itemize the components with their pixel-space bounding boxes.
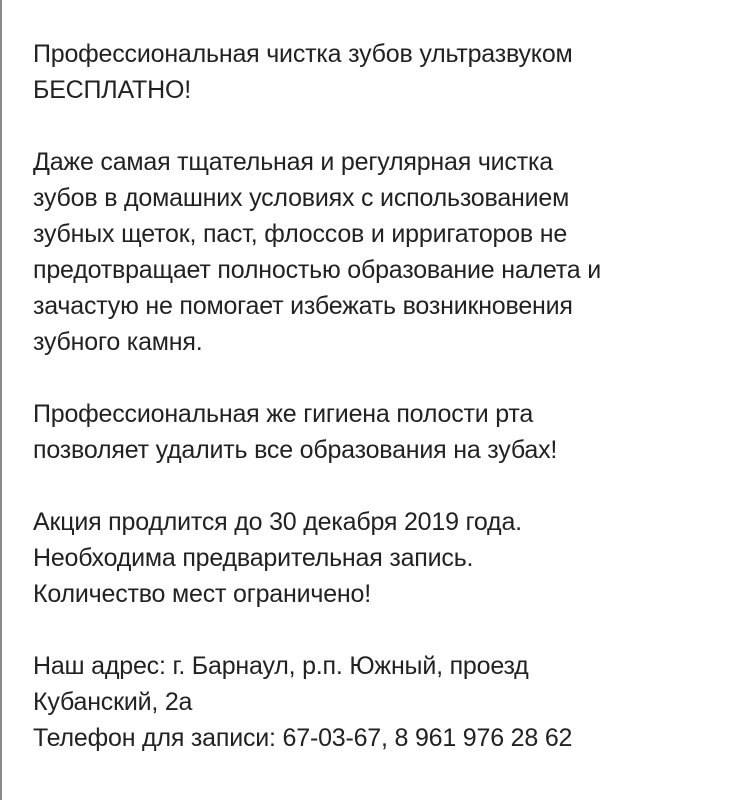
paragraph-line: Даже самая тщательная и регулярная чистка [33,148,553,176]
paragraph-professional-hygiene [33,396,733,468]
paragraph-line: предотвращает полностью образование налета и [33,256,601,284]
paragraph-line: зубных щеток, паст, флоссов и ирригаторов не [33,220,568,248]
paragraph-home-cleaning [33,144,733,360]
paragraph-line: Количество мест ограничено! [33,580,371,608]
paragraph-line: Необходима предварительная запись. [33,544,474,572]
address-line: Наш адрес: г. Барнаул, р.п. Южный, проезд [33,652,529,680]
paragraph-line: зачастую не помогает избежать возникновения [33,292,573,320]
post-text-body [33,36,733,756]
address-line: Кубанский, 2а [33,688,193,716]
paragraph-line: позволяет удалить все образования на зубах! [33,436,558,464]
paragraph-line: зубного камня. [33,328,203,356]
paragraph-contact-info [33,648,733,756]
paragraph-line: Профессиональная чистка зубов ультразвуком [33,40,573,68]
left-border-divider [0,0,2,800]
paragraph-headline [33,36,733,108]
paragraph-line: Профессиональная же гигиена полости рта [33,400,534,428]
paragraph-line: зубов в домашних условиях с использованием [33,184,570,212]
paragraph-line: Акция продлится до 30 декабря 2019 года. [33,508,522,536]
paragraph-line: БЕСПЛАТНО! [33,76,191,104]
phone-line: Телефон для записи: 67-03-67, 8 961 976 28 62 [33,724,573,752]
paragraph-promotion-terms [33,504,733,612]
